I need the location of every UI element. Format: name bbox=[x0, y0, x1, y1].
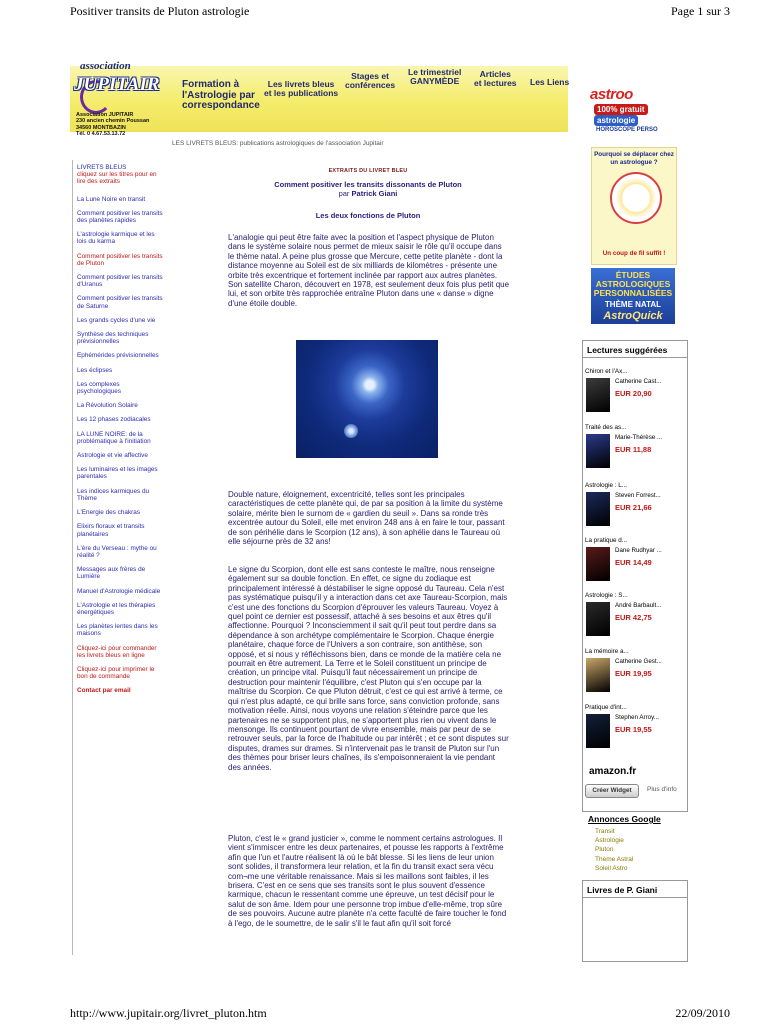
left-nav-heading-sub: cliquez sur les titres pour en lire des extraits bbox=[77, 171, 157, 186]
astrologer-phone-ad[interactable] bbox=[591, 147, 677, 265]
left-nav-item[interactable]: Les indices karmiques du Thème bbox=[77, 487, 150, 502]
google-ad-link[interactable]: Soleil Astro bbox=[595, 864, 628, 872]
nav-articles-link[interactable] bbox=[474, 70, 517, 88]
left-nav-item[interactable]: LA LUNE NOIRE: de la problématique à l'initiation bbox=[77, 430, 151, 445]
book-cover-image[interactable] bbox=[586, 714, 610, 748]
book-title[interactable]: La mémoire a... bbox=[585, 648, 629, 655]
amazon-widget-footer bbox=[585, 766, 685, 794]
left-nav-item[interactable]: Ephémérides prévisionnelles bbox=[77, 352, 159, 360]
nav-line: et lectures bbox=[474, 78, 517, 88]
left-nav-item[interactable]: La Révolution Solaire bbox=[77, 402, 138, 410]
address-line: 34560 MONTBAZIN bbox=[76, 124, 126, 131]
book-item[interactable] bbox=[585, 648, 685, 678]
book-price: EUR 42,75 bbox=[615, 613, 652, 622]
address-line: Tél. 0 4.67.53.13.72 bbox=[76, 131, 126, 138]
nav-line: Stages et bbox=[351, 71, 389, 81]
book-price: EUR 20,90 bbox=[615, 389, 652, 398]
book-cover-image[interactable] bbox=[586, 658, 610, 692]
book-author: Marie-Thérèse ... bbox=[615, 434, 663, 441]
nav-line: et les publications bbox=[264, 88, 339, 98]
book-cover-image[interactable] bbox=[586, 492, 610, 526]
article-byline bbox=[228, 189, 508, 198]
left-nav-item[interactable]: L'Astrologie et les thérapies énergétiques bbox=[77, 601, 156, 616]
byline-prefix: par bbox=[338, 189, 350, 198]
address-line: Association JUPITAIR bbox=[76, 112, 134, 118]
left-nav-item[interactable]: Manuel d'Astrologie médicale bbox=[77, 587, 161, 595]
left-nav-item[interactable]: Astrologie et vie affective bbox=[77, 452, 148, 460]
left-nav-item[interactable]: Les luminaires et les images parentales bbox=[77, 466, 158, 481]
google-ad-link[interactable]: Transit bbox=[595, 828, 615, 835]
print-footer-url[interactable]: http://www.jupitair.org/livret_pluton.htm bbox=[70, 1006, 267, 1020]
giani-books-widget bbox=[582, 880, 688, 962]
astroo-logo: astroo bbox=[590, 86, 633, 103]
book-author: André Barbault... bbox=[615, 602, 662, 609]
order-online-link[interactable]: Cliquez-ici pour commander les livrets bleus en ligne bbox=[77, 644, 157, 659]
left-nav-item[interactable]: Les grands cycles d'une vie bbox=[77, 316, 156, 324]
article-title-text: Comment positiver les transits dissonants de Pluton bbox=[274, 180, 462, 189]
book-price: EUR 21,66 bbox=[615, 503, 652, 512]
nav-line: l'Astrologie par bbox=[182, 89, 255, 101]
nav-line: Les livrets bleus bbox=[267, 79, 335, 89]
logo-address bbox=[76, 112, 172, 138]
nav-formation-link[interactable] bbox=[182, 80, 260, 112]
astroquick-ad[interactable] bbox=[591, 268, 675, 324]
left-nav-item[interactable]: Les planètes lentes dans les maisons bbox=[77, 623, 158, 638]
book-title[interactable]: La pratique d... bbox=[585, 537, 628, 544]
ad-subline: THÈME NATAL bbox=[604, 300, 662, 309]
nav-trimestriel-link[interactable] bbox=[408, 68, 461, 86]
left-nav-item[interactable]: La Lune Noire en transit bbox=[77, 195, 146, 203]
widget-title: Lectures suggérées bbox=[587, 345, 668, 355]
nav-line: Formation à bbox=[182, 79, 240, 90]
widget-divider bbox=[583, 897, 687, 898]
book-title[interactable]: Traité des as... bbox=[585, 424, 627, 431]
article-paragraph: Double nature, éloignement, excentricité, telles sont les principales caractéristiques de cette planète qui, de par sa position à la limite du système solaire, mérite bien le surnom de « gardien du seuil ». Dans sa ronde très excentrée autour du Soleil, elle met environ 248 ans à en faire le tour, passant de son périhélie dans le Scorpion (12 ans), à son aphélie dans le Taureau où elle séjourne près de 32 ans! bbox=[228, 490, 505, 547]
nav-line: Le trimestriel bbox=[408, 67, 462, 77]
google-ad-link[interactable]: Pluton bbox=[595, 846, 614, 854]
book-title[interactable]: Pratique d'int... bbox=[585, 704, 627, 711]
left-nav-item[interactable]: Les 12 phases zodiacales bbox=[77, 416, 151, 424]
book-item[interactable] bbox=[585, 592, 685, 622]
book-item[interactable] bbox=[585, 424, 685, 454]
article-paragraph: L'analogie qui peut être faite avec la position et l'aspect physique de Pluton dans le système solaire nous permet de mieux saisir le rôle qu'il occupe dans le thème natal. A peine plus grosse que Mercure, cette petite planète - dont la distance moyenne au Soleil est de six milliards de kilomètres - présente une orbite très excentrique et fortement inclinée par rapport aux autres planètes. Son satellite Charon, découvert en 1978, est seulement deux fois plus petit que lui, et son orbite très rapprochée entraîne Pluton dans une « danse » digne d'une étoile double. bbox=[228, 233, 510, 308]
left-nav-item[interactable]: L'Energie des chakras bbox=[77, 509, 141, 517]
jupitair-logo[interactable] bbox=[70, 60, 170, 154]
book-item[interactable] bbox=[585, 537, 685, 567]
book-cover-image[interactable] bbox=[586, 602, 610, 636]
left-nav-item[interactable]: Synthèse des techniques prévisionnelles bbox=[77, 331, 149, 346]
zodiac-wheel-icon bbox=[610, 172, 662, 224]
nav-line: conférences bbox=[345, 80, 396, 90]
pluto-charon-image bbox=[296, 340, 438, 458]
left-nav-item[interactable]: Les complexes psychologiques bbox=[77, 380, 122, 396]
book-author: Dane Rudhyar ... bbox=[615, 547, 662, 554]
astroo-ad[interactable] bbox=[590, 86, 676, 138]
astroo-badge: astrologie bbox=[594, 115, 638, 126]
contact-email-link[interactable]: Contact par email bbox=[77, 687, 131, 695]
nav-line: Articles bbox=[479, 69, 511, 79]
print-order-form-link[interactable]: Cliquez-ici pour imprimer le bon de commande bbox=[77, 665, 155, 681]
widget-divider bbox=[583, 357, 687, 358]
left-nav-item[interactable]: Elixirs floraux et transits planétaires bbox=[77, 523, 145, 538]
left-nav bbox=[77, 164, 165, 702]
article-paragraph: Pluton, c'est le « grand justicier », comme le nomment certains astrologues. Il vient s'immiscer entre les deux partenaires, et pousse les rapports à l'extrême afin que l'un et l'autre réalisent là où le bât blesse. Si les liens de leur union sont solides, il transformera leur relation, et la fin du transit exact sera vécu com¬me une véritable renaissance. Mais si les maillons sont faibles, il les brisera. C'est en ce sens que ses transits sont le plus souvent d'essence karmique, chacun le ressentant comme une épreuve, un test décisif pour le salut de son âme. Idem pour une personne trop imbue d'elle-même, trop sûre de ses pouvoirs. Aucune autre planète n'a cette faculté de faire toucher le fond à l'ego, de le soumettre, de le salir s'il le faut afin qu'il soit forcé bbox=[228, 834, 507, 928]
book-author: Stephen Arroy... bbox=[615, 714, 659, 721]
book-author: Catherine Cast... bbox=[615, 378, 662, 385]
print-header-title: Positiver transits de Pluton astrologie bbox=[70, 4, 250, 18]
logo-name-text: JUPITAIR bbox=[74, 74, 160, 95]
book-item[interactable] bbox=[585, 368, 685, 398]
book-cover-image[interactable] bbox=[586, 434, 610, 468]
book-cover-image[interactable] bbox=[586, 547, 610, 581]
nav-livrets-link[interactable] bbox=[264, 80, 338, 98]
charon-moon bbox=[344, 424, 358, 438]
nav-stages-link[interactable] bbox=[345, 72, 395, 90]
article-kicker: EXTRAITS DU LIVRET BLEU bbox=[328, 168, 408, 174]
google-ads bbox=[588, 814, 688, 873]
left-nav-item[interactable]: Comment positiver les transits de Saturne bbox=[77, 295, 163, 310]
book-title[interactable]: Chiron et l'Ax... bbox=[585, 368, 628, 375]
left-nav-item[interactable]: Les éclipses bbox=[77, 366, 113, 374]
article-paragraph: Le signe du Scorpion, dont elle est sans conteste le maître, nous renseigne également sur sa double fonction. En effet, ce signe du zodiaque est principalement intéressé à déstabiliser le signe opposé du Taureau. Cela n'est pas systématique puisqu'il y a interaction dans cet axe Taureau-Scorpion, mais c'est une des fonctions du Scorpion d'éprouver les valeurs Taureau. Voyez à quel point ce dernier est possessif, attaché à ses besoins et aux êtres qu'il affectionne. Pourquoi ? Inconsciemment il sait qu'il peut tout perdre dans sa dépendance à son archétype complémentaire le Scorpion. Chaque énergie planétaire, chaque force de l'Univers a son contraire, son antithèse, son opposé, et si nous y réfléchissons bien, dans ce monde de la matière cela ne pourrait en être autrement. La Terre et le Soleil constituent un principe de création, un principe vital. Puisqu'il faut nécessairement un principe de destruction pour maintenir l'équilibre, c'est Pluton qui s'en occupe par la maîtrise du Scorpion. Ce que Pluton détruit, c'est ce qui est arrivé à terme, ce qui n'est plus adapté, ce qui brille sans force, sans conviction profonde, sans motivation réelle. Ainsi, nous voyons une relation s'éteindre parce que les partenaires ne se supportent plus, ne s'apportent plus rien ou vivent dans le mensonge. Ils continuent pourtant de vivre ensemble, mais par peur de se retrouver seuls, par la force de l'habitude ou par intérêt ; et ce sont disputes sur disputes, drames sur drames. Si n'intervenait pas le transit de Pluton sur l'un des thèmes pour briser leurs chaînes, ils s'empoisonneraient la vie pendant des années. bbox=[228, 565, 509, 772]
book-price: EUR 14,49 bbox=[615, 558, 652, 567]
nav-line: GANYMÈDE bbox=[410, 76, 460, 86]
astroo-tagline: HOROSCOPE PERSO bbox=[596, 127, 658, 133]
book-author: Steven Forrest... bbox=[615, 492, 661, 499]
article-author: Patrick Giani bbox=[351, 189, 398, 198]
logo-association-text: association bbox=[80, 60, 131, 72]
left-nav-item[interactable]: L'astrologie karmique et les lois du karma bbox=[77, 231, 155, 246]
widget-title: Livres de P. Giani bbox=[587, 885, 658, 895]
book-item[interactable] bbox=[585, 704, 685, 734]
book-price: EUR 11,88 bbox=[615, 445, 652, 454]
article-header bbox=[228, 168, 508, 220]
left-nav-item[interactable]: L'ère du Verseau : mythe ou réalité ? bbox=[77, 544, 157, 559]
left-nav-divider bbox=[72, 160, 73, 955]
book-title[interactable]: Astrologie : S... bbox=[585, 592, 628, 599]
left-nav-heading-title: LIVRETS BLEUS bbox=[77, 164, 127, 171]
print-footer-date: 22/09/2010 bbox=[675, 1006, 730, 1020]
article-section-heading: Les deux fonctions de Pluton bbox=[315, 211, 421, 220]
book-price: EUR 19,95 bbox=[615, 669, 652, 678]
book-cover-image[interactable] bbox=[586, 378, 610, 412]
amazon-logo[interactable]: amazon.fr bbox=[589, 766, 637, 777]
book-price: EUR 19,55 bbox=[615, 725, 652, 734]
more-info-link[interactable]: Plus d'info bbox=[647, 786, 677, 793]
google-ad-link[interactable]: Astrologie bbox=[595, 837, 624, 845]
book-author: Catherine Gest... bbox=[615, 658, 662, 665]
astroo-badge: 100% gratuit bbox=[594, 104, 648, 115]
ad-headline: ÉTUDES ASTROLOGIQUES PERSONNALISÉES bbox=[593, 270, 673, 298]
google-ad-link[interactable]: Thème Astral bbox=[595, 855, 634, 863]
create-widget-button[interactable]: Créer Widget bbox=[585, 784, 639, 798]
article-title bbox=[228, 180, 508, 198]
nav-liens-link[interactable]: Les Liens bbox=[530, 77, 570, 87]
print-page-number: Page 1 sur 3 bbox=[671, 4, 730, 18]
ad-tagline: Un coup de fil suffit ! bbox=[602, 250, 666, 257]
ad-brand: AstroQuick bbox=[603, 310, 663, 322]
address-line: 230 ancien chemin Poussan bbox=[76, 118, 150, 125]
book-title[interactable]: Astrologie : L... bbox=[585, 482, 627, 489]
left-nav-item-current[interactable]: Comment positiver les transits de Pluton bbox=[77, 252, 163, 267]
left-nav-item[interactable]: Messages aux frères de Lumière bbox=[77, 566, 146, 581]
ad-headline: Pourquoi se déplacer chez un astrologue ? bbox=[594, 151, 674, 166]
left-nav-heading[interactable] bbox=[77, 164, 165, 186]
page-subtitle: LES LIVRETS BLEUS: publications astrologiques de l'association Jupitair bbox=[172, 140, 384, 147]
left-nav-item[interactable]: Comment positiver les transits des planètes rapides bbox=[77, 209, 163, 225]
nav-line: correspondance bbox=[182, 100, 260, 111]
left-nav-item[interactable]: Comment positiver les transits d'Uranus bbox=[77, 274, 163, 289]
book-item[interactable] bbox=[585, 482, 685, 512]
google-ads-title[interactable]: Annonces Google bbox=[588, 814, 661, 824]
